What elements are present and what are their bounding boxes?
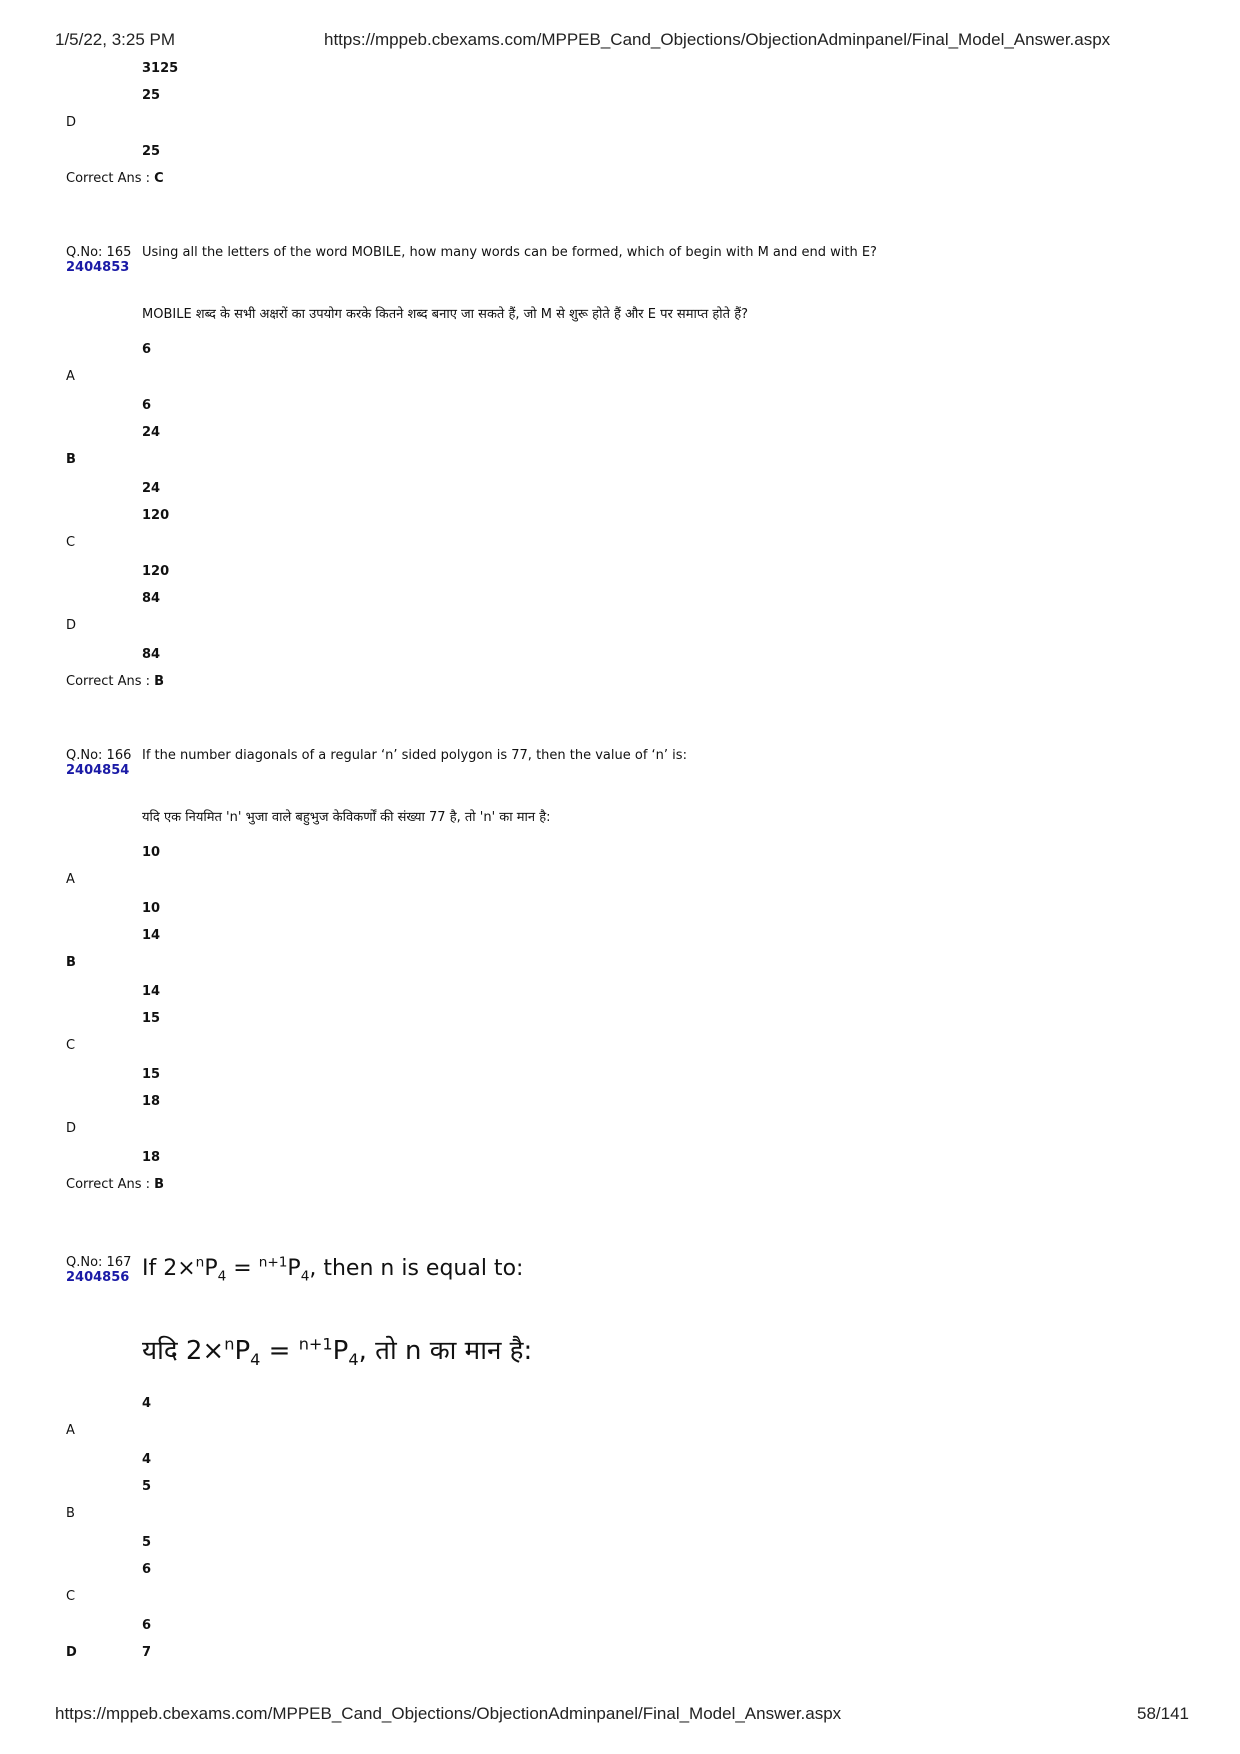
option-letter-row <box>0 449 1240 478</box>
option-value-row <box>0 58 1240 85</box>
correct-value: C <box>154 171 164 186</box>
question-text-hindi: यदि $2\times^nP_4 = ^{n+1}P_4$, तो n का मान है: <box>142 1334 533 1370</box>
option-c-value: 120 <box>142 508 170 523</box>
option-value-row <box>0 339 1240 366</box>
option-c-value: 6 <box>142 1562 152 1577</box>
option-value-row <box>0 1476 1240 1503</box>
option-value-row <box>0 1393 1240 1420</box>
option-value-row <box>0 1532 1240 1559</box>
option-b-letter-correct: B <box>66 955 76 970</box>
option-letter-row <box>0 869 1240 898</box>
option-a-letter: A <box>66 1423 75 1438</box>
option-letter-row <box>0 1503 1240 1532</box>
question-text-hindi: MOBILE शब्द के सभी अक्षरों का उपयोग करके कितने शब्द बनाए जा सकते हैं, जो M से शुरू होते हैं और E पर समाप्त होते हैं? <box>142 307 748 322</box>
spacer <box>0 196 1240 245</box>
option-b-value: 14 <box>142 984 161 999</box>
question-text-english: If the number diagonals of a regular ‘n’ sided polygon is 77, then the value of ‘n’ is: <box>142 748 687 763</box>
option-letter-row <box>0 952 1240 981</box>
option-a-value: 4 <box>142 1452 152 1467</box>
option-a-value: 10 <box>142 845 161 860</box>
correct-value: B <box>154 1177 165 1192</box>
option-value-row <box>0 588 1240 615</box>
question-hindi-row <box>0 1335 1240 1393</box>
option-d-value: 25 <box>142 88 161 103</box>
question-166 <box>0 748 1240 1202</box>
option-value-row <box>0 478 1240 505</box>
option-a-value: 6 <box>142 398 152 413</box>
correct-value: B <box>154 674 165 689</box>
option-value-row <box>0 1559 1240 1586</box>
prev-question-tail <box>0 58 1240 196</box>
option-c-value: 3125 <box>142 61 179 76</box>
option-d-letter-correct: D <box>66 1645 77 1660</box>
option-value-row <box>0 925 1240 952</box>
question-id: 2404854 <box>66 763 130 778</box>
option-a-letter: A <box>66 369 75 384</box>
question-id: 2404856 <box>66 1270 130 1285</box>
option-value-row <box>0 981 1240 1008</box>
option-d-value: 18 <box>142 1094 161 1109</box>
option-value-row <box>0 1064 1240 1091</box>
correct-label: Correct Ans : <box>66 171 150 186</box>
option-d-row <box>0 1642 1240 1669</box>
option-letter-row <box>0 1118 1240 1147</box>
correct-label: Correct Ans : <box>66 1177 150 1192</box>
option-b-letter-correct: B <box>66 452 76 467</box>
question-number: Q.No: 165 <box>66 245 132 260</box>
option-a-value: 6 <box>142 342 152 357</box>
option-c-letter: C <box>66 535 76 550</box>
correct-answer <box>0 1174 1240 1202</box>
option-d-value: 84 <box>142 647 161 662</box>
question-hindi-row <box>0 307 1240 339</box>
option-b-value: 5 <box>142 1479 152 1494</box>
question-header <box>0 748 1240 810</box>
print-footer <box>0 1704 1240 1728</box>
spacer <box>0 1202 1240 1251</box>
question-text-hindi: यदि एक नियमित 'n' भुजा वाले बहुभुज केविकर्णों की संख्या 77 है, तो 'n' का मान है: <box>142 810 551 825</box>
option-b-value: 24 <box>142 481 161 496</box>
question-number: Q.No: 167 <box>66 1255 132 1270</box>
question-header <box>0 1251 1240 1335</box>
print-footer-url: https://mppeb.cbexams.com/MPPEB_Cand_Objections/ObjectionAdminpanel/Final_Model_Answer.aspx <box>55 1704 842 1723</box>
option-value-row <box>0 141 1240 168</box>
option-letter: D <box>66 115 77 130</box>
option-letter-row <box>0 1420 1240 1449</box>
option-value-row <box>0 1147 1240 1174</box>
option-letter-row <box>0 1586 1240 1615</box>
option-d-letter: D <box>66 618 77 633</box>
correct-answer <box>0 671 1240 699</box>
option-c-value: 6 <box>142 1618 152 1633</box>
option-b-letter: B <box>66 1506 75 1521</box>
option-value-row <box>0 422 1240 449</box>
question-text-english: Using all the letters of the word MOBILE, how many words can be formed, which of begin with M and end with E? <box>142 245 877 260</box>
correct-answer <box>0 168 1240 196</box>
option-d-value: 7 <box>142 1645 152 1660</box>
option-value-row <box>0 1449 1240 1476</box>
option-d-value: 18 <box>142 1150 161 1165</box>
option-value-row <box>0 561 1240 588</box>
option-value-row <box>0 505 1240 532</box>
option-b-value: 24 <box>142 425 161 440</box>
option-c-value: 15 <box>142 1067 161 1082</box>
question-header <box>0 245 1240 307</box>
question-text-english: If $2\times^nP_4 = ^{n+1}P_4$, then n is equal to: <box>142 1254 524 1285</box>
option-a-value: 4 <box>142 1396 152 1411</box>
question-hindi-row <box>0 810 1240 842</box>
option-letter-row <box>0 112 1240 141</box>
spacer <box>0 699 1240 748</box>
option-c-value: 15 <box>142 1011 161 1026</box>
question-number: Q.No: 166 <box>66 748 132 763</box>
option-value-row <box>0 1615 1240 1642</box>
option-value-row <box>0 395 1240 422</box>
option-letter-row <box>0 615 1240 644</box>
option-b-value: 5 <box>142 1535 152 1550</box>
option-b-value: 14 <box>142 928 161 943</box>
question-165 <box>0 245 1240 699</box>
option-value: 25 <box>142 144 161 159</box>
question-167 <box>0 1251 1240 1669</box>
option-letter-row <box>0 366 1240 395</box>
answer-key-content <box>0 58 1240 1669</box>
page-number: 58/141 <box>1137 1704 1189 1723</box>
option-letter-row <box>0 532 1240 561</box>
option-value-row <box>0 1091 1240 1118</box>
option-c-letter: C <box>66 1589 76 1604</box>
option-c-letter: C <box>66 1038 76 1053</box>
option-value-row <box>0 1008 1240 1035</box>
print-datetime: 1/5/22, 3:25 PM <box>55 30 176 49</box>
correct-label: Correct Ans : <box>66 674 150 689</box>
option-a-letter: A <box>66 872 75 887</box>
question-id: 2404853 <box>66 260 130 275</box>
option-d-value: 84 <box>142 591 161 606</box>
option-value-row <box>0 898 1240 925</box>
print-header <box>0 26 1240 50</box>
option-value-row <box>0 644 1240 671</box>
option-a-value: 10 <box>142 901 161 916</box>
option-value-row <box>0 842 1240 869</box>
option-d-letter: D <box>66 1121 77 1136</box>
print-url: https://mppeb.cbexams.com/MPPEB_Cand_Objections/ObjectionAdminpanel/Final_Model_Answer.aspx <box>324 30 1111 49</box>
option-letter-row <box>0 1035 1240 1064</box>
option-value-row <box>0 85 1240 112</box>
option-c-value: 120 <box>142 564 170 579</box>
